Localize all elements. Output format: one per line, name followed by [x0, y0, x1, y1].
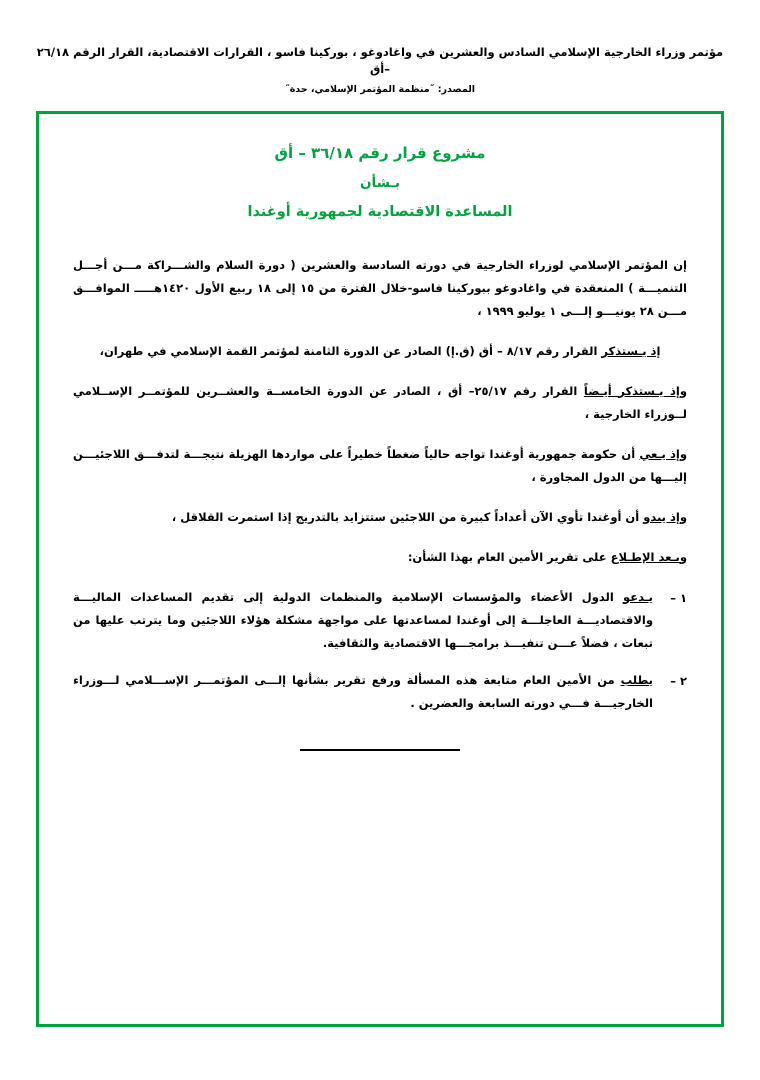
clause-lead: وإذ يـستذكر أيـضاً: [583, 383, 687, 398]
header-source: المصدر: ˝منظمة المؤتمر الإسلامي، جدة˝: [284, 83, 476, 95]
page-header: [36, 44, 724, 95]
list-item-body: [73, 586, 653, 655]
numbered-clause-list: [73, 586, 687, 715]
list-item-text: الدول الأعضاء والمؤسسات الإسلامية والمنظمات الدولية إلى تقديم المساعدات الماليـــة والاقتصاديـــة العاجلـــة إلى أوغندا لمساعدتها على مواجهة مشكلة هؤلاء اللاجئين وما يترتب عليها من تبعات ، فضلاً عـــن تنفيـــذ برامجـــها الاقتصادية والثقافية.: [73, 589, 653, 650]
resolution-topic: المساعدة الاقتصادية لجمهورية أوغندا: [247, 203, 513, 220]
preamble-paragraph: إن المؤتمر الإسلامي لوزراء الخارجية في دورته السادسة والعشرين ( دورة السلام والشـــراكة مـــن أجـــل التنميـــة ) المنعقدة في واغادوغو ببوركينا فاسو-خلال الفترة من ١٥ إلى ١٨ ربيع الأول ١٤٢٠هـــــ الموافـــق مـــن ٢٨ يونيـــو إلـــى ١ يوليو ١٩٩٩ ،: [73, 257, 687, 318]
title-block: [73, 144, 687, 220]
clause-lead: وإذ يـعي: [639, 446, 687, 461]
list-item-lead: يـدعو: [623, 589, 653, 604]
list-item: [73, 669, 687, 715]
list-item: [73, 586, 687, 655]
clause-paragraph: [73, 443, 687, 489]
clause-paragraph: [73, 546, 687, 569]
list-item-body: [73, 669, 653, 715]
clause-text: القرار رقم ٨/١٧ – أق (ق.إ) الصادر عن الدورة الثامنة لمؤتمر القمة الإسلامي في طهران،: [99, 343, 602, 358]
list-item-marker: ٢ –: [670, 673, 687, 688]
list-item-marker: ١ –: [670, 590, 687, 605]
clause-text: أن حكومة جمهورية أوغندا تواجه حالياً ضغطاً خطيراً على مواردها الهزيلة نتيجـــة لتدفـــق اللاجئيـــن إليـــها من الدول المجاورة ،: [73, 446, 687, 484]
clause-text: أن أوغندا تأوي الآن أعداداً كبيرة من اللاجئين ستتزايد بالتدريج إذا استمرت القلاقل ،: [171, 509, 644, 524]
clause-lead: وبـعد الإطـلاع: [610, 549, 687, 564]
clause-paragraph: [73, 340, 687, 363]
clause-text: القرار رقم ٢٥/١٧– أق ، الصادر عن الدورة الخامســة والعشــرين للمؤتمــر الإســلامي لــوزراء الخارجية ،: [73, 383, 687, 421]
clause-paragraph: [73, 380, 687, 426]
resolution-title: مشروع قرار رقم ٣٦/١٨ – أق: [274, 143, 486, 162]
document-frame: [36, 111, 724, 1027]
closing-rule: [300, 749, 460, 751]
clause-lead: وإذ يبدو: [643, 509, 687, 524]
resolution-subtitle: بـشأن: [359, 174, 400, 191]
document-body: [73, 254, 687, 751]
list-item-text: من الأمين العام متابعة هذه المسألة ورفع تقرير بشأنها إلـــى المؤتمـــر الإســـلامي لـــوزراء الخارجيـــة فـــي دورته السابعة والعضرين .: [73, 672, 653, 710]
clause-text: على تقرير الأمين العام بهذا الشأن:: [407, 549, 611, 564]
list-item-lead: يطلب: [620, 672, 653, 687]
clause-lead: إذ يـستذكر: [601, 343, 661, 358]
clause-paragraph: [73, 506, 687, 529]
header-title: مؤتمر وزراء الخارجية الإسلامي السادس والعشرين في واغادوغو ، بوركينا فاسو ، القرارات الاقتصادية، القرار الرقم ٢٦/١٨ –أق: [36, 45, 724, 77]
